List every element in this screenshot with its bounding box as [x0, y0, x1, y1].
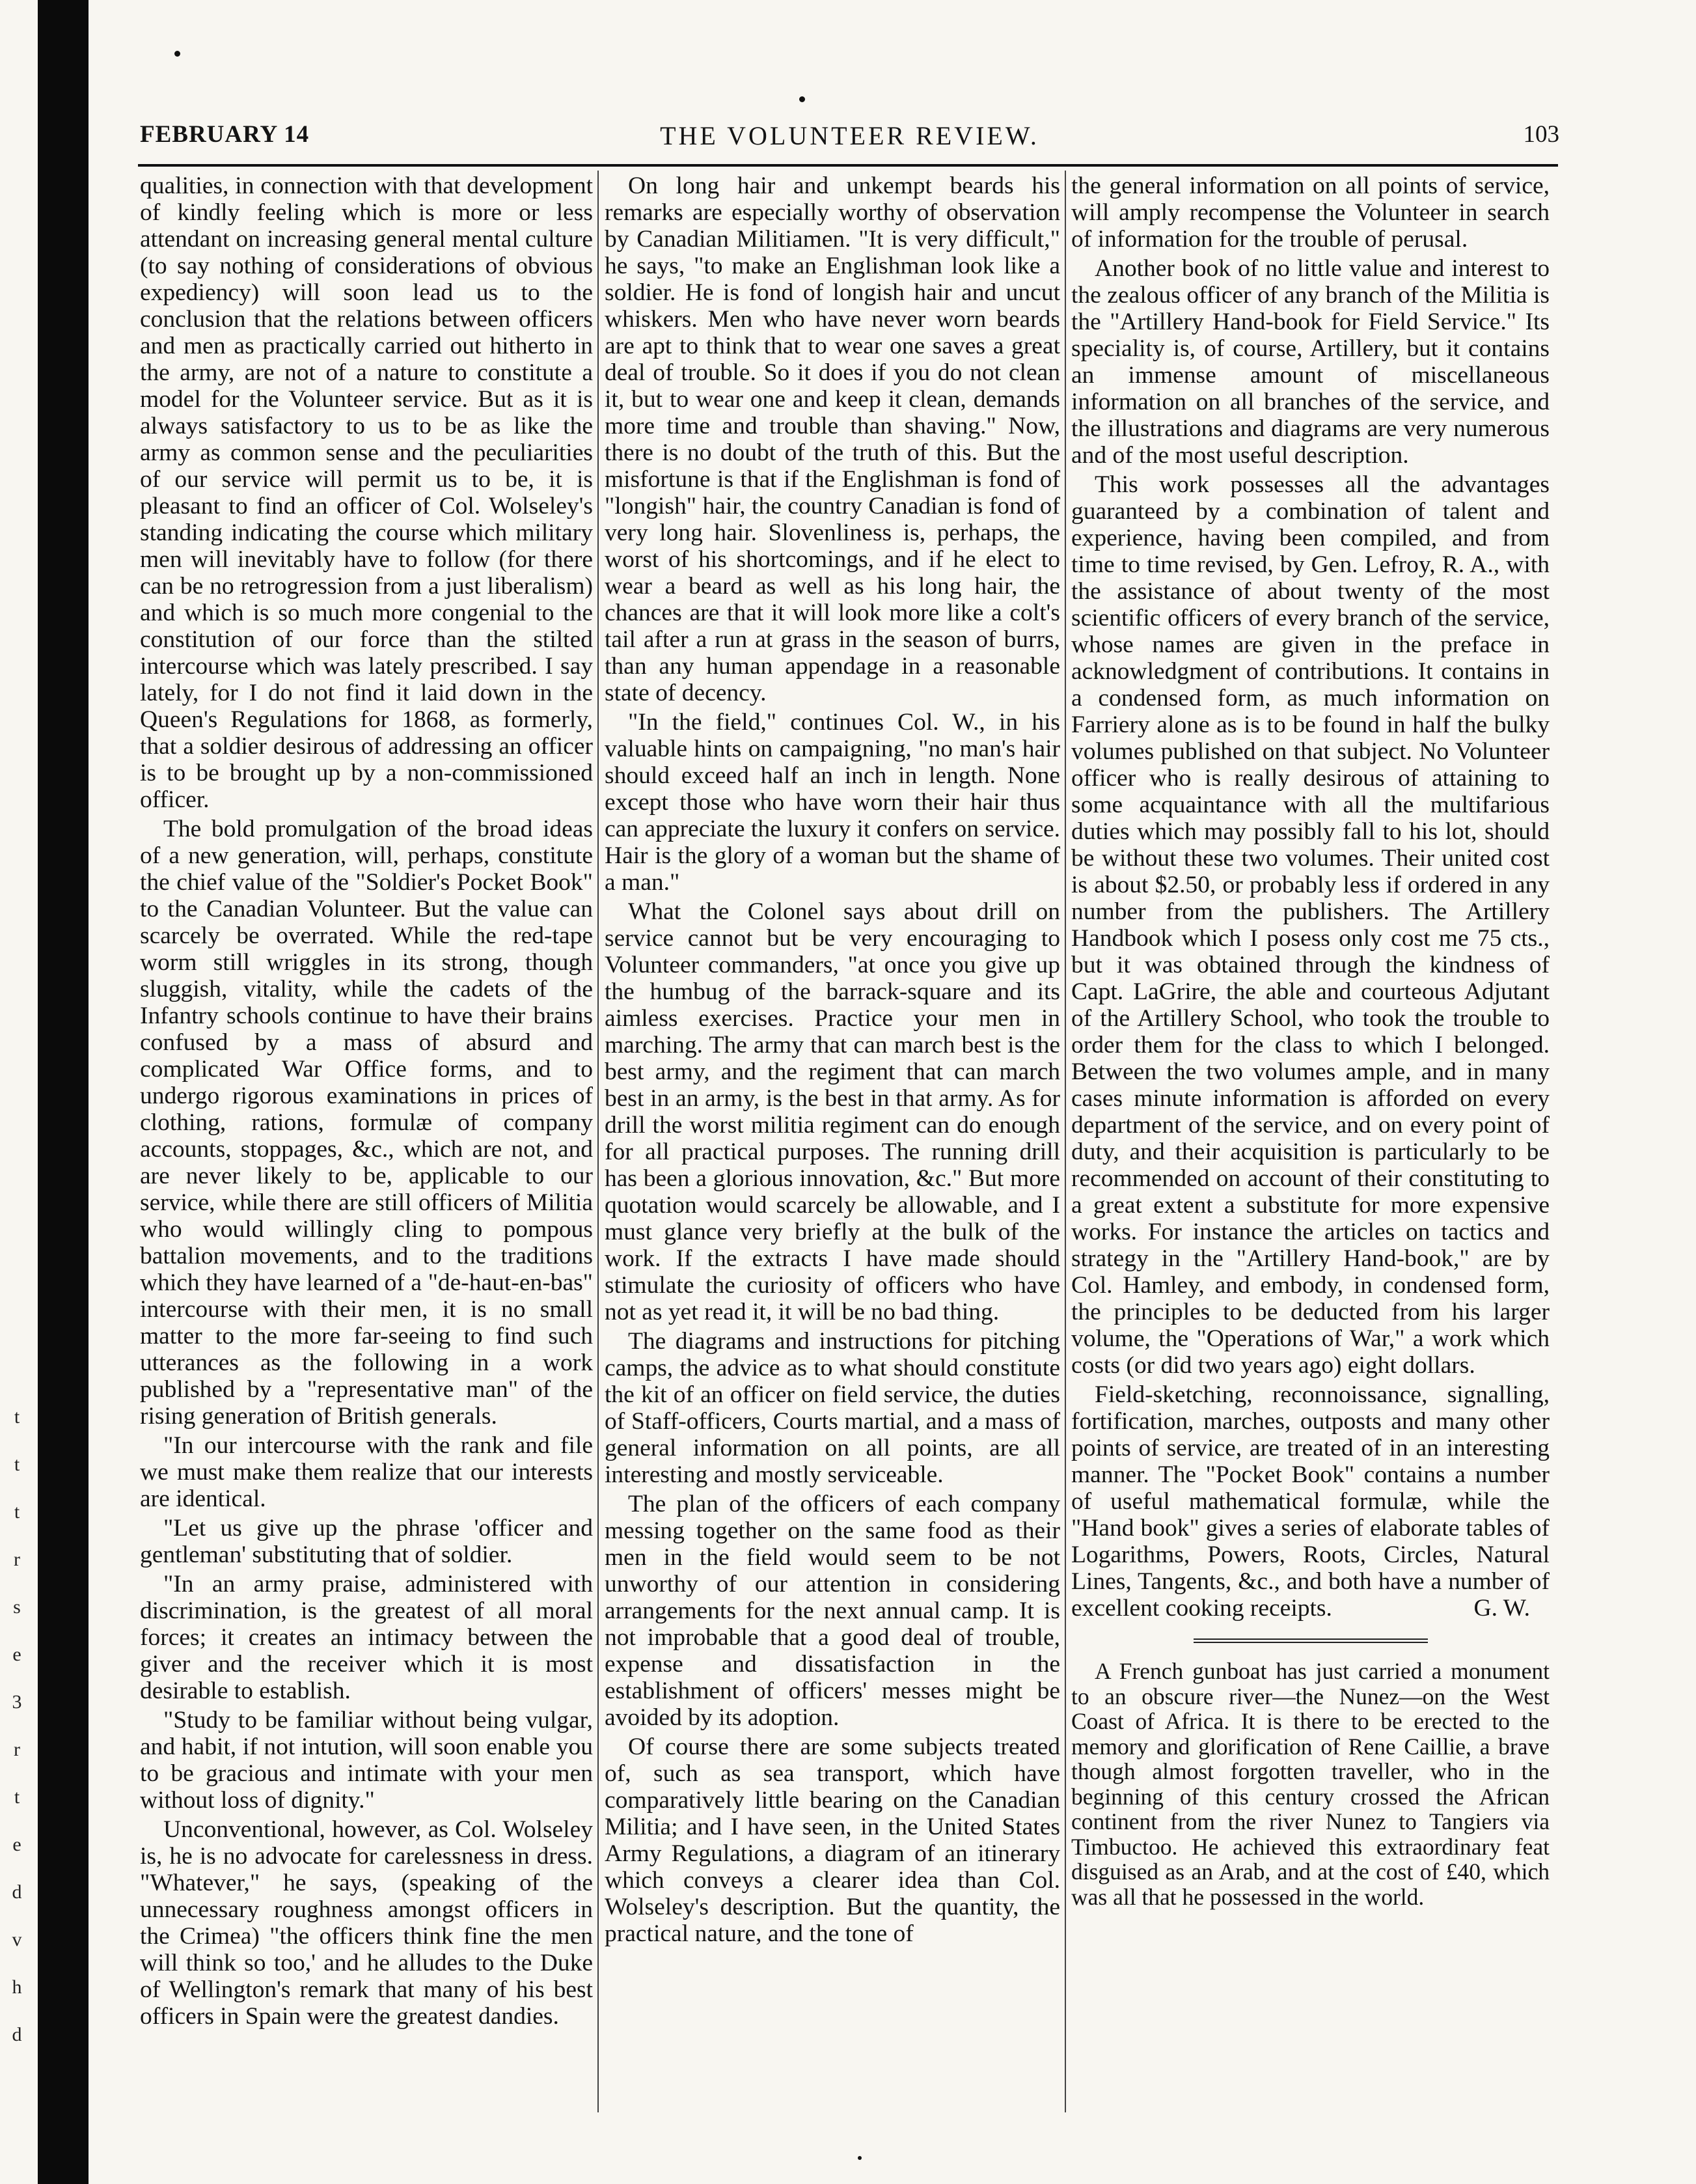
page-header	[140, 120, 1559, 159]
page-number: 103	[1523, 121, 1559, 148]
margin-char: h	[12, 1976, 22, 1998]
column-1	[140, 173, 593, 2112]
margin-char: e	[12, 1834, 21, 1855]
quote-paragraph: "In our intercourse with the rank and file we must make them realize that our interests are identical.	[140, 1432, 593, 1512]
paragraph: qualities, in connection with that development of kindly feeling which is more or less attendant on increasing general mental culture (to say nothing of considerations of obvious expediency) will soon lead us to the conclusion that the relations between officers and men as practically carried out hitherto in the army, are not of a nature to constitute a model for the Volunteer service. But as it is always satisfactory to us to be as like the army as common sense and the peculiarities of our service will permit us to be, it is pleasant to find an officer of Col. Wolseley's standing indicating the course which military men will inevitably have to follow (for there can be no retrogression from a just liberalism) and which is so much more congenial to the constitution of our force than the stilted intercourse which was lately prescribed. I say lately, for I do not find it laid down in the Queen's Regulations for 1868, as formerly, that a soldier desirous of addressing an officer is to be brought up by a non-commissioned officer.	[140, 173, 593, 813]
quote-paragraph: "Study to be familiar without being vulgar, and habit, if not intution, will soon enable you to be gracious and intimate with your men without loss of dignity."	[140, 1707, 593, 1814]
margin-char: d	[12, 2024, 22, 2045]
publication-title: THE VOLUNTEER REVIEW.	[660, 121, 1039, 150]
paragraph: What the Colonel says about drill on service cannot but be very encouraging to Volunteer commanders, "at once you give up the humbug of the barrack-square and its aimless exercises. Practice your men in marching. The army that can march best is the best army, and the regiment that can march best in an army, is the best in that army. As for drill the worst militia regiment can do enough for all practical purposes. The running drill has been a glorious innovation, &c." But more quotation would scarcely be allowable, and I must glance very briefly at the bulk of the work. If the extracts I have made should stimulate the curiosity of officers who have not as yet read it, it will be no bad thing.	[605, 898, 1060, 1325]
margin-char: t	[14, 1454, 20, 1475]
margin-char: t	[14, 1406, 20, 1428]
paragraph: The diagrams and instructions for pitching camps, the advice as to what should constitute the kit of an officer on field service, the duties of Staff-officers, Courts martial, and a mass of general information on all points, are all interesting and mostly serviceable.	[605, 1328, 1060, 1488]
margin-char: r	[14, 1739, 20, 1760]
quote-paragraph: "Let us give up the phrase 'officer and gentleman' substituting that of soldier.	[140, 1515, 593, 1568]
paragraph	[1071, 1381, 1550, 1622]
paragraph: On long hair and unkempt beards his remarks are especially worthy of observation by Canadian Militiamen. "It is very difficult," he says, "to make an Englishman look like a soldier. He is fond of longish hair and uncut whiskers. Men who have never worn beards are apt to think that to wear one saves a great deal of trouble. So it does if you do not clean it, but to wear one and keep it clean, demands more time and trouble than shaving." Now, there is no doubt of the truth of this. But the misfortune is that if the Englishman is fond of "longish" hair, the country Canadian is fond of very long hair. Slovenliness is, perhaps, the worst of his shortcomings, and if he elect to wear a beard as well as his long hair, the chances are that it will look more like a colt's tail after a run at grass in the season of burrs, than any human appendage in a reasonable state of decency.	[605, 173, 1060, 706]
margin-chars	[4, 1393, 30, 2058]
column-rule	[597, 171, 599, 2112]
paragraph: This work possesses all the advantages guaranteed by a combination of talent and experience, having been compiled, and from time to time revised, by Gen. Lefroy, R. A., with the assistance of about twenty of the most scientific officers of every branch of the service, whose names are given in the preface in acknowledgment of contributions. It contains in a condensed form, as much information on Farriery alone as is to be found in half the bulky volumes published on that subject. No Volunteer officer who is really desirous of attaining to some acquaintance with all the multifarious duties which may possibly fall to his lot, should be without these two volumes. Their united cost is about $2.50, or probably less if ordered in any number from the publishers. The Artillery Handbook which I posess only cost me 75 cts., but it was obtained through the kindness of Capt. LaGrire, the able and courteous Adjutant of the Artillery School, who took the trouble to order them for the class to which I belonged. Between the two volumes ample, and in many cases minute information is afforded on every department of the service, and on every point of duty, and their acquisition is particularly to be recommended on account of their constituting to a great extent a substitute for more expensive works. For instance the articles on tactics and strategy in the "Artillery Hand-book," are by Col. Hamley, and embody, in condensed form, the principles to be deducted from his larger volume, the "Operations of War," a work which costs (or did two years ago) eight dollars.	[1071, 471, 1550, 1379]
header-rule	[138, 164, 1558, 167]
news-item: A French gunboat has just carried a monument to an obscure river—the Nunez—on the West Coast of Africa. It is there to be erected to the memory and glorification of Rene Caillie, a brave though almost forgotten traveller, who in the beginning of this century crossed the African continent from the river Nunez to Tangiers via Timbuctoo. He achieved this extraordinary feat disguised as an Arab, and at the cost of £40, which was all that he possessed in the world.	[1071, 1658, 1550, 1910]
paragraph: The bold promulgation of the broad ideas of a new generation, will, perhaps, constitute the chief value of the "Soldier's Pocket Book" to the Canadian Volunteer. But the value can scarcely be overrated. While the red-tape worm still wriggles in its strong, though sluggish, vitality, while the cadets of the Infantry schools continue to have their brains confused by a mass of absurd and complicated War Office forms, and to undergo rigorous examinations in prices of clothing, rations, formulæ of company accounts, stoppages, &c., which are not, and are never likely to be, applicable to our service, while there are still officers of Militia who would willingly cling to pompous battalion movements, and to the traditions which they have learned of a "de-haut-en-bas" intercourse with their men, it is no small matter to the more far-seeing to find such utterances as the following in a work published by a "representative man" of the rising generation of British generals.	[140, 816, 593, 1430]
ink-speck	[799, 96, 805, 102]
ink-speck	[174, 51, 180, 57]
paragraph: "In the field," continues Col. W., in his valuable hints on campaigning, "no man's hair should exceed half an inch in length. None except those who have worn their hair thus can appreciate the luxury it confers on service. Hair is the glory of a woman but the shame of a man."	[605, 709, 1060, 896]
margin-char: e	[12, 1644, 21, 1665]
issue-date: FEBRUARY 14	[140, 121, 310, 148]
column-3	[1071, 173, 1550, 2112]
margin-char: t	[14, 1501, 20, 1523]
margin-char: 3	[12, 1691, 22, 1713]
margin-char: r	[14, 1549, 20, 1570]
column-rule	[1065, 171, 1066, 2112]
article-divider	[1194, 1638, 1428, 1643]
paragraph: Another book of no little value and interest to the zealous officer of any branch of the Militia is the "Artillery Hand-book for Field Service." Its speciality is, of course, Artillery, but it contains an immense amount of miscellaneous information on all branches of the service, and the illustrations and diagrams are very numerous and of the most useful description.	[1071, 255, 1550, 469]
margin-char: d	[12, 1881, 22, 1903]
column-2	[605, 173, 1060, 2112]
paragraph: the general information on all points of service, will amply recompense the Volunteer in search of information for the trouble of perusal.	[1071, 173, 1550, 253]
binding-edge	[38, 0, 89, 2184]
margin-char: v	[12, 1929, 22, 1950]
quote-paragraph: "In an army praise, administered with discrimination, is the greatest of all moral forces; it creates an intimacy between the giver and the receiver which it is most desirable to establish.	[140, 1571, 593, 1704]
paragraph: Of course there are some subjects treated of, such as sea transport, which have comparatively little bearing on the Canadian Militia; and I have seen, in the United States Army Regulations, a diagram of an itinerary which conveys a clearer idea than Col. Wolseley's description. But the quantity, the practical nature, and the tone of	[605, 1734, 1060, 1947]
margin-char: t	[14, 1786, 20, 1808]
paragraph: Unconventional, however, as Col. Wolseley is, he is no advocate for carelessness in dress. "Whatever," he says, (speaking of the unnecessary roughness amongst officers in the Crimea) "the officers think fine the men will think so too,' and he alludes to the Duke of Wellington's remark that many of his best officers in Spain were the greatest dandies.	[140, 1816, 593, 2030]
paragraph: The plan of the officers of each company messing together on the same food as their men in the field would seem to be not unworthy of our attention in considering arrangements for the next annual camp. It is not improbable that a good deal of trouble, expense and dissatisfaction in the establishment of officers' messes might be avoided by its adoption.	[605, 1491, 1060, 1731]
ink-speck	[858, 2156, 862, 2160]
margin-char: s	[13, 1596, 21, 1618]
author-signature: G. W.	[1473, 1595, 1530, 1622]
paragraph-text: Field-sketching, reconnoissance, signalling, fortification, marches, outposts and many other points of service, are treated of in an interesting manner. The "Pocket Book" contains a number of useful mathematical formulæ, while the "Hand book" gives a series of elaborate tables of Logarithms, Powers, Roots, Circles, Natural Lines, Tangents, &c., and both have a number of excellent cooking receipts.	[1071, 1381, 1550, 1622]
